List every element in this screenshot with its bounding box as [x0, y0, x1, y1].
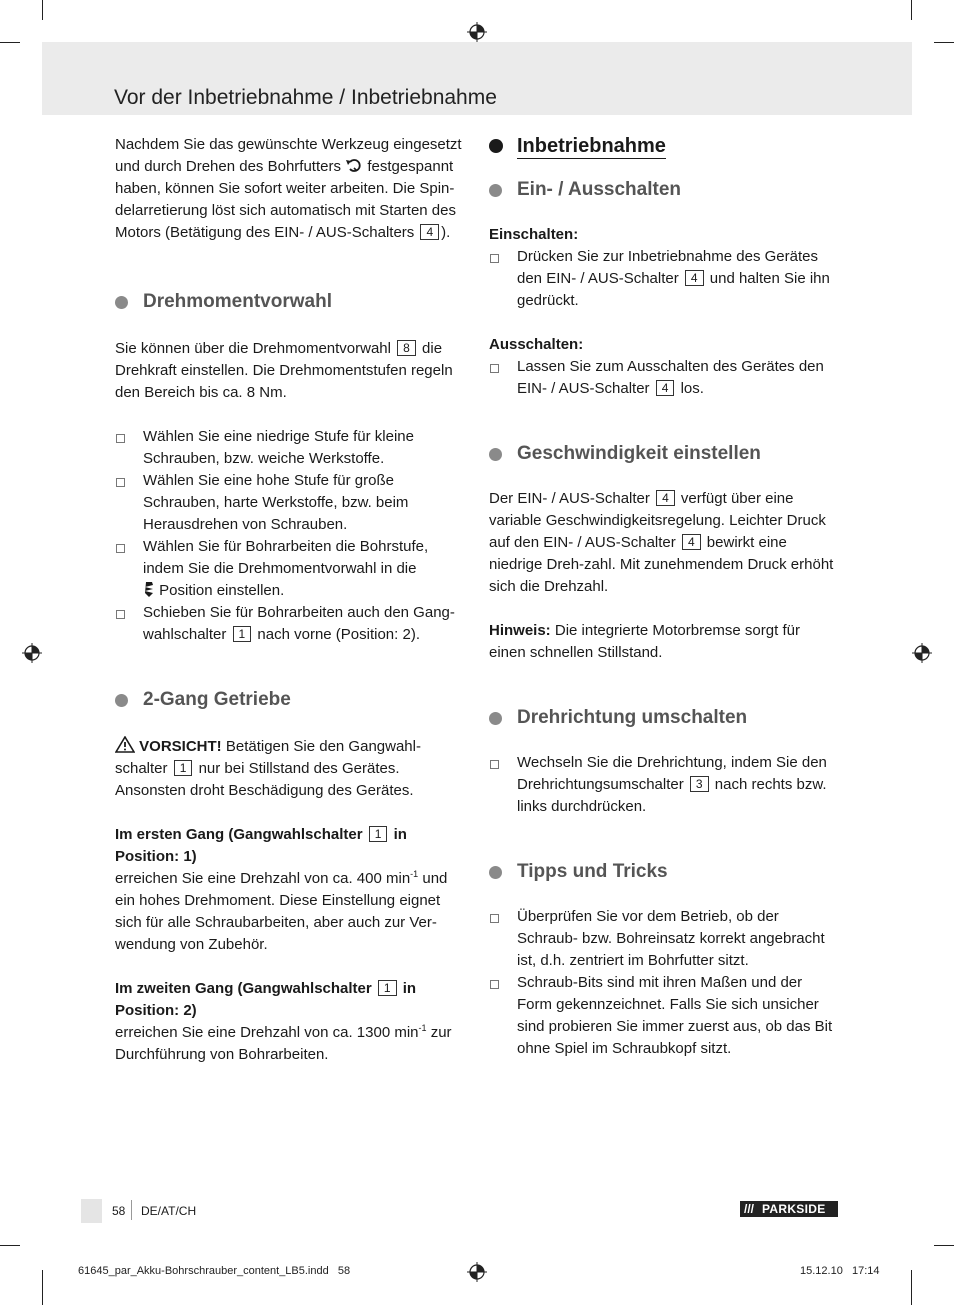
part-ref: 1 — [174, 760, 193, 776]
registration-mark-icon — [22, 643, 42, 663]
gear2-paragraph — [115, 1022, 470, 1066]
text: und ein hohes Drehmoment. Diese Einstellung eignet sich für alle Schraubarbeiten, aber auch zur Ver-wendung von Zubehör. — [115, 870, 448, 953]
crop-mark — [911, 0, 912, 20]
crop-mark — [42, 1270, 43, 1305]
text: los. — [680, 380, 704, 397]
section-heading-speed: Geschwindigkeit einstellen — [489, 442, 839, 466]
text: und halten Sie ihn gedrückt. — [517, 270, 830, 309]
registration-mark-icon — [467, 22, 487, 42]
list-item — [489, 356, 839, 400]
footer-marker — [81, 1199, 102, 1223]
text: nach vorne (Position: 2). — [257, 626, 420, 643]
part-ref: 4 — [656, 380, 675, 396]
gear1-title — [115, 824, 470, 868]
part-ref: 3 — [690, 776, 709, 792]
text: Position einstellen. — [159, 582, 285, 599]
text: bewirkt eine niedrige Dreh-zahl. Mit zunehmendem Druck erhöht sich die Drehzahl. — [489, 534, 834, 595]
crop-mark — [934, 42, 954, 43]
gear2-title — [115, 978, 470, 1022]
text: in Position: 1) — [115, 826, 407, 865]
text: erreichen Sie eine Drehzahl von ca. 400 min — [115, 870, 411, 887]
page-number: 58 — [112, 1204, 126, 1218]
crop-mark — [934, 1245, 954, 1246]
einschalten-label — [489, 224, 839, 246]
gear1-paragraph — [115, 868, 470, 956]
list-item: Wählen Sie eine hohe Stufe für große Schrauben, harte Werkstoffe, bzw. beim Herausdrehen von Schrauben. — [115, 470, 470, 536]
registration-mark-icon — [467, 1262, 487, 1282]
list-item: Schraub-Bits sind mit ihren Maßen und der Form gekennzeichnet. Falls Sie sich unsicher sind probieren Sie immer zuerst aus, ob das Bit ohne Spiel im Schraubkopf sitzt. — [489, 972, 839, 1060]
logo-slashes: /// — [744, 1202, 755, 1216]
list-item: Wählen Sie eine niedrige Stufe für kleine Schrauben, bzw. weiche Werkstoffe. — [115, 426, 470, 470]
section-heading-richtung: Drehrichtung umschalten — [489, 706, 839, 730]
text: Drücken Sie zur Inbetriebnahme des Gerätes den EIN- / AUS-Schalter — [517, 248, 818, 287]
text: 58 — [337, 1265, 351, 1277]
text: Nachdem Sie das gewünschte Werkzeug eingesetzt und durch Drehen des Bohrfutters — [115, 136, 462, 175]
speed-paragraph — [489, 488, 839, 598]
text: Im zweiten Gang (Gangwahlschalter — [115, 980, 372, 997]
section-heading-gang: 2-Gang Getriebe — [115, 688, 470, 712]
text: die Drehkraft einstellen. Die Drehmomentstufen regeln den Bereich bis ca. 8 Nm. — [115, 340, 453, 401]
text: 61645_par_Akku-Bohrschrauber_content_LB5.indd — [78, 1265, 329, 1277]
list-item — [489, 246, 839, 312]
crop-mark — [42, 0, 43, 20]
text: nur bei Stillstand des Gerätes. Ansonsten droht Beschädigung des Gerätes. — [115, 760, 414, 799]
crop-mark — [0, 42, 20, 43]
part-ref: 4 — [682, 534, 701, 550]
section-heading-tipps: Tipps und Tricks — [489, 860, 839, 884]
header-bar — [42, 42, 912, 115]
warning-label: VORSICHT! — [139, 738, 222, 755]
text: Ausschalten: — [489, 336, 584, 353]
part-ref: 1 — [369, 826, 388, 842]
superscript: -1 — [418, 1023, 427, 1033]
heading-text: Inbetriebnahme — [517, 135, 666, 157]
logo-text: PARKSIDE — [762, 1202, 826, 1216]
ausschalten-label — [489, 334, 839, 356]
superscript: -1 — [410, 869, 419, 879]
drehmoment-paragraph — [115, 338, 470, 404]
text: 17:14 — [852, 1265, 880, 1277]
list-item: Überprüfen Sie vor dem Betrieb, ob der Schraub- bzw. Bohreinsatz korrekt angebracht ist, d.h. zentriert im Bohrfutter sitzt. — [489, 906, 839, 972]
note-paragraph — [489, 620, 839, 664]
right-column — [489, 134, 839, 1060]
intro-paragraph — [115, 134, 470, 244]
registration-mark-icon — [912, 643, 932, 663]
rotate-ccw-icon — [345, 158, 363, 172]
slug-date — [800, 1264, 880, 1278]
text: Betätigen Sie den Gangwahl-schalter — [115, 738, 421, 777]
text: verfügt über eine variable Geschwindigkeitsregelung. Leichter Druck auf den EIN- / AUS-Schalter — [489, 490, 826, 551]
text: ). — [441, 224, 451, 241]
list-item — [115, 536, 470, 602]
text: nach rechts bzw. links durchdrücken. — [517, 776, 827, 815]
section-heading-drehmoment: Drehmomentvorwahl — [115, 290, 470, 314]
part-ref: 1 — [233, 626, 252, 642]
footer-divider — [131, 1200, 132, 1220]
left-column — [115, 134, 470, 1066]
text: Sie können über die Drehmomentvorwahl — [115, 340, 391, 357]
part-ref: 4 — [685, 270, 704, 286]
section-heading-inbetriebnahme — [489, 134, 839, 158]
list-item — [489, 752, 839, 818]
warning-paragraph — [115, 736, 470, 802]
text: erreichen Sie eine Drehzahl von ca. 1300 min — [115, 1024, 419, 1041]
text: Wechseln Sie die Drehrichtung, indem Sie den Drehrichtungsumschalter — [517, 754, 827, 793]
parkside-logo — [740, 1201, 838, 1217]
list-item — [115, 602, 470, 646]
country-codes: DE/AT/CH — [141, 1204, 197, 1218]
page-title: Vor der Inbetriebnahme / Inbetriebnahme — [114, 86, 497, 109]
text: Lassen Sie zum Ausschalten des Gerätes den EIN- / AUS-Schalter — [517, 358, 824, 397]
text: Der EIN- / AUS-Schalter — [489, 490, 650, 507]
text: Die integrierte Motorbremse sorgt für einen schnellen Stillstand. — [489, 622, 800, 661]
part-ref: 4 — [420, 224, 439, 240]
text: Einschalten: — [489, 226, 579, 243]
warning-triangle-icon — [115, 736, 135, 753]
text: in Position: 2) — [115, 980, 417, 1019]
text: Schieben Sie für Bohrarbeiten auch den Gang-wahlschalter — [143, 604, 455, 643]
part-ref: 1 — [378, 980, 397, 996]
crop-mark — [911, 1270, 912, 1305]
part-ref: 4 — [656, 490, 675, 506]
drill-icon — [143, 581, 155, 597]
crop-mark — [0, 1245, 20, 1246]
note-label: Hinweis: — [489, 622, 551, 639]
slug-file — [78, 1264, 350, 1278]
part-ref: 8 — [397, 340, 416, 356]
section-heading-einaus: Ein- / Ausschalten — [489, 178, 839, 202]
text: 15.12.10 — [800, 1265, 843, 1277]
text: Wählen Sie für Bohrarbeiten die Bohrstufe, indem Sie die Drehmomentvorwahl in die — [143, 538, 429, 577]
text: festgespannt haben, können Sie sofort weiter arbeiten. Die Spin-delarretierung löst sich automatisch mit Starten des Motors (Betätigung des EIN- / AUS-Schalters — [115, 158, 456, 241]
text: Im ersten Gang (Gangwahlschalter — [115, 826, 363, 843]
text: zur Durchführung von Bohrarbeiten. — [115, 1024, 452, 1063]
